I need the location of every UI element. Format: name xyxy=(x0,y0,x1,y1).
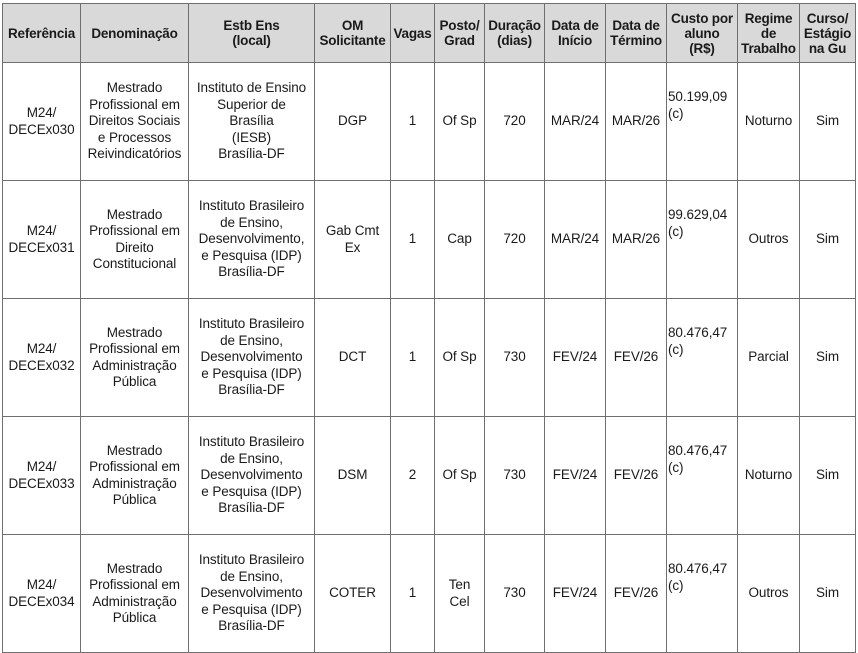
cell-line: de Ensino, xyxy=(220,332,283,348)
cell-line: Cap xyxy=(447,231,472,247)
cell-line: Brasília-DF xyxy=(218,264,285,280)
cell-curso-estagio-gu: Sim xyxy=(800,417,856,535)
cell-data-inicio: MAR/24 xyxy=(545,181,606,299)
cell-line: Mestrado xyxy=(106,324,163,340)
cell-line: DECEx032 xyxy=(8,357,75,373)
cell-line: e Pesquisa (IDP) xyxy=(201,601,302,617)
cell-line: Profissional em xyxy=(89,96,180,112)
header-regime-trabalho xyxy=(738,4,800,63)
table-row xyxy=(3,63,856,181)
cell-regime-trabalho: Parcial xyxy=(738,299,800,417)
cell-line: Instituto Brasileiro xyxy=(198,198,305,214)
header-line: Curso/ xyxy=(806,10,849,26)
courses-table xyxy=(2,3,856,653)
cell-posto-grad xyxy=(435,299,485,417)
table-header xyxy=(3,4,856,63)
cell-om-solicitante xyxy=(315,535,391,653)
header-line: Grad xyxy=(444,33,475,48)
header-data-termino xyxy=(606,4,667,63)
cell-line: 80.476,47 xyxy=(668,443,728,458)
cell-vagas: 1 xyxy=(391,63,435,181)
cell-custo-aluno xyxy=(667,181,738,299)
cell-line: Of Sp xyxy=(442,113,477,129)
header-data-inicio xyxy=(545,4,606,63)
cell-duracao: 730 xyxy=(485,299,545,417)
cell-line: de Ensino, xyxy=(220,568,283,584)
cell-line: (c) xyxy=(668,459,684,475)
table-row xyxy=(3,181,856,299)
header-line: (R$) xyxy=(689,40,715,56)
table-row xyxy=(3,535,856,653)
header-line: na Gu xyxy=(808,40,847,56)
header-referencia xyxy=(3,4,81,63)
cell-line: Desenvolvimento xyxy=(200,585,303,601)
cell-line: M24/ xyxy=(26,223,57,238)
cell-line: e Pesquisa (IDP) xyxy=(201,247,302,263)
cell-line: Desenvolvimento, xyxy=(198,231,305,247)
cell-om-solicitante xyxy=(315,63,391,181)
cell-line: Of Sp xyxy=(442,349,477,365)
table-body xyxy=(3,63,856,653)
cell-curso-estagio-gu: Sim xyxy=(800,63,856,181)
cell-line: Brasília-DF xyxy=(218,500,285,516)
cell-line: Superior de xyxy=(217,96,286,112)
cell-line: Instituto Brasileiro xyxy=(198,552,305,568)
cell-data-termino: MAR/26 xyxy=(606,63,667,181)
cell-vagas: 1 xyxy=(391,299,435,417)
cell-line: Mestrado xyxy=(106,206,163,222)
header-line: (local) xyxy=(232,33,271,48)
header-denominacao xyxy=(81,4,189,63)
cell-custo-aluno xyxy=(667,417,738,535)
header-line: Trabalho xyxy=(741,40,796,56)
header-line: Término xyxy=(610,33,662,48)
header-line: Data de xyxy=(612,18,660,33)
cell-referencia xyxy=(3,417,81,535)
cell-estab-ens xyxy=(189,417,315,535)
cell-data-inicio: FEV/24 xyxy=(545,299,606,417)
cell-line: Mestrado xyxy=(106,80,163,96)
cell-om-solicitante xyxy=(315,299,391,417)
cell-data-inicio: FEV/24 xyxy=(545,417,606,535)
cell-denominacao xyxy=(81,535,189,653)
cell-referencia xyxy=(3,535,81,653)
header-line: Estb Ens xyxy=(223,18,280,33)
header-line: Vagas xyxy=(393,25,432,41)
cell-data-termino: FEV/26 xyxy=(606,535,667,653)
header-line: Referência xyxy=(7,25,76,41)
cell-posto-grad xyxy=(435,63,485,181)
cell-regime-trabalho: Noturno xyxy=(738,63,800,181)
header-custo-aluno xyxy=(667,4,738,63)
cell-curso-estagio-gu: Sim xyxy=(800,535,856,653)
cell-line: Pública xyxy=(112,492,157,507)
cell-line: Ex xyxy=(344,239,361,255)
cell-line: Profissional em xyxy=(89,577,180,592)
cell-line: Brasília-DF xyxy=(218,382,285,398)
header-duracao xyxy=(485,4,545,63)
cell-estab-ens xyxy=(189,535,315,653)
header-line: Denominação xyxy=(91,25,178,41)
cell-curso-estagio-gu: Sim xyxy=(800,299,856,417)
cell-vagas: 1 xyxy=(391,535,435,653)
cell-data-termino: FEV/26 xyxy=(606,299,667,417)
cell-line: COTER xyxy=(329,585,376,601)
cell-data-termino: MAR/26 xyxy=(606,181,667,299)
header-line: (dias) xyxy=(497,33,532,48)
cell-line: de Ensino, xyxy=(220,214,283,230)
cell-denominacao xyxy=(81,181,189,299)
header-line: Estágio xyxy=(803,25,852,41)
cell-posto-grad xyxy=(435,181,485,299)
header-line: aluno xyxy=(684,25,720,41)
cell-line: Brasília xyxy=(229,113,274,129)
cell-custo-aluno xyxy=(667,299,738,417)
cell-line: e Pesquisa (IDP) xyxy=(201,365,302,381)
cell-line: Brasília-DF xyxy=(218,618,285,634)
cell-line: M24/ xyxy=(26,341,57,356)
cell-posto-grad xyxy=(435,417,485,535)
header-om-solicitante xyxy=(315,4,391,63)
header-estab-ens xyxy=(189,4,315,63)
cell-estab-ens xyxy=(189,181,315,299)
cell-line: 50.199,09 xyxy=(668,89,728,104)
cell-vagas: 1 xyxy=(391,181,435,299)
cell-line: M24/ xyxy=(26,105,57,120)
cell-line: Pública xyxy=(112,610,157,625)
header-line: Duração xyxy=(488,18,541,33)
cell-line: DECEx031 xyxy=(8,239,75,255)
cell-line: Direitos Sociais xyxy=(88,113,181,129)
cell-line: Mestrado xyxy=(106,560,163,576)
cell-referencia xyxy=(3,299,81,417)
cell-data-termino: FEV/26 xyxy=(606,417,667,535)
header-curso-estagio-gu xyxy=(800,4,856,63)
cell-line: 99.629,04 xyxy=(668,207,728,222)
cell-referencia xyxy=(3,181,81,299)
header-line: Solicitante xyxy=(319,33,386,48)
cell-curso-estagio-gu: Sim xyxy=(800,181,856,299)
cell-data-inicio: MAR/24 xyxy=(545,63,606,181)
cell-posto-grad xyxy=(435,535,485,653)
cell-line: Administração xyxy=(92,357,177,373)
cell-line: DECEx034 xyxy=(8,593,75,609)
table-row xyxy=(3,299,856,417)
cell-regime-trabalho: Outros xyxy=(738,181,800,299)
cell-line: (c) xyxy=(668,223,684,239)
header-line: de xyxy=(760,25,777,41)
cell-line: Instituto Brasileiro xyxy=(198,316,305,332)
cell-line: Gab Cmt xyxy=(325,223,380,238)
cell-line: Ten xyxy=(448,577,471,592)
cell-data-inicio: FEV/24 xyxy=(545,535,606,653)
cell-line: M24/ xyxy=(26,459,57,474)
cell-line: Instituto Brasileiro xyxy=(198,434,305,450)
header-line: Custo por xyxy=(671,10,733,26)
cell-om-solicitante xyxy=(315,417,391,535)
cell-denominacao xyxy=(81,299,189,417)
cell-duracao: 730 xyxy=(485,417,545,535)
cell-regime-trabalho: Outros xyxy=(738,535,800,653)
cell-line: Reivindicatórios xyxy=(87,146,182,162)
cell-line: Profissional em xyxy=(89,459,180,474)
cell-line: DGP xyxy=(338,113,367,129)
header-posto-grad xyxy=(435,4,485,63)
cell-line: (c) xyxy=(668,105,684,121)
cell-line: DCT xyxy=(338,349,367,365)
header-vagas xyxy=(391,4,435,63)
cell-line: M24/ xyxy=(26,577,57,592)
cell-referencia xyxy=(3,63,81,181)
header-row xyxy=(3,4,856,63)
cell-line: de Ensino, xyxy=(220,450,283,466)
header-line: Data de xyxy=(551,18,599,33)
cell-line: Administração xyxy=(92,475,177,491)
cell-line: Brasília-DF xyxy=(218,146,285,162)
cell-line: Constitucional xyxy=(92,256,177,271)
cell-line: e Processos xyxy=(97,129,172,145)
cell-line: (IESB) xyxy=(231,129,272,145)
table-row xyxy=(3,417,856,535)
cell-line: DSM xyxy=(337,467,368,483)
header-line: Posto/ xyxy=(439,18,480,33)
cell-custo-aluno xyxy=(667,63,738,181)
cell-line: 80.476,47 xyxy=(668,561,728,576)
cell-line: e Pesquisa (IDP) xyxy=(201,483,302,499)
cell-regime-trabalho: Noturno xyxy=(738,417,800,535)
cell-duracao: 720 xyxy=(485,63,545,181)
cell-duracao: 720 xyxy=(485,181,545,299)
cell-line: (c) xyxy=(668,341,684,357)
cell-line: Profissional em xyxy=(89,341,180,356)
header-line: Regime xyxy=(744,10,793,26)
cell-line: DECEx030 xyxy=(8,121,75,137)
cell-line: Profissional em xyxy=(89,223,180,238)
cell-line: Of Sp xyxy=(442,467,477,483)
cell-denominacao xyxy=(81,63,189,181)
cell-estab-ens xyxy=(189,63,315,181)
cell-custo-aluno xyxy=(667,535,738,653)
cell-line: 80.476,47 xyxy=(668,325,728,340)
cell-line: Instituto de Ensino xyxy=(196,80,307,96)
header-line: OM xyxy=(341,18,364,33)
cell-line: Mestrado xyxy=(106,442,163,458)
cell-om-solicitante xyxy=(315,181,391,299)
cell-duracao: 730 xyxy=(485,535,545,653)
cell-vagas: 2 xyxy=(391,417,435,535)
cell-estab-ens xyxy=(189,299,315,417)
cell-line: Desenvolvimento xyxy=(200,349,303,365)
cell-line: Cel xyxy=(449,593,470,609)
cell-line: Direito xyxy=(115,239,154,255)
cell-denominacao xyxy=(81,417,189,535)
cell-line: Desenvolvimento xyxy=(200,467,303,483)
header-line: Início xyxy=(557,33,593,48)
cell-line: Administração xyxy=(92,593,177,609)
cell-line: DECEx033 xyxy=(8,475,75,491)
cell-line: (c) xyxy=(668,577,684,593)
cell-line: Pública xyxy=(112,374,157,389)
